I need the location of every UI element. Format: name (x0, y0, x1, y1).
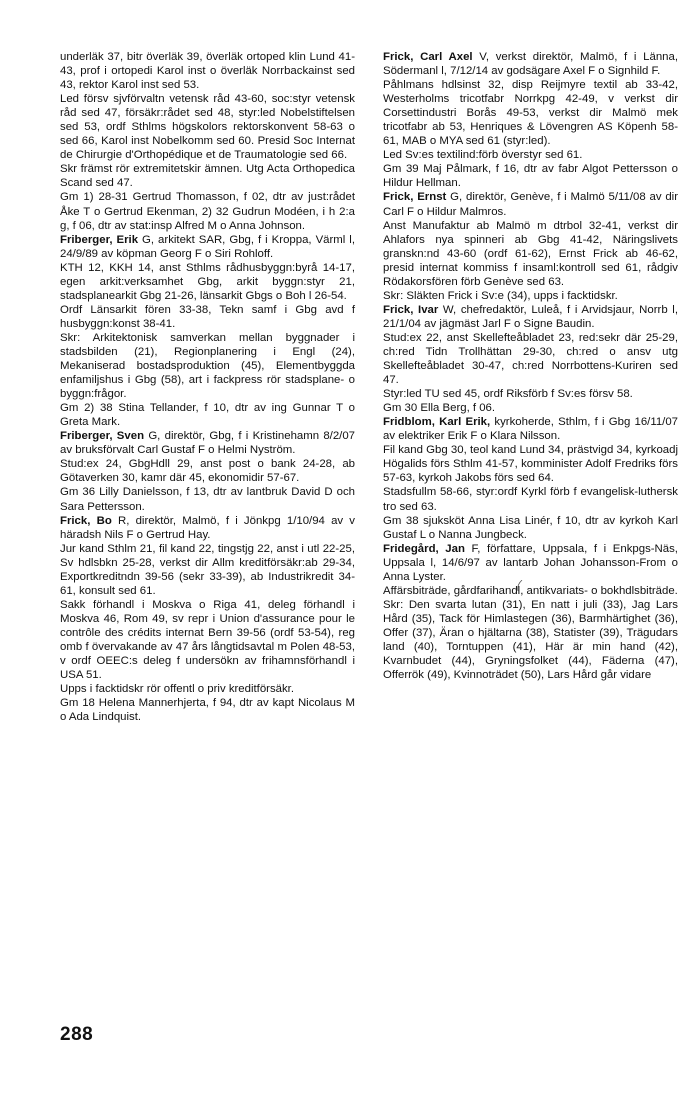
entry-name: Fridegård, Jan (383, 542, 465, 555)
entry-paragraph (60, 682, 355, 696)
entry-paragraph (383, 401, 678, 415)
entry-text: G, arkitekt SAR, Gbg, f i Kroppa, Värml l, 24/9/89 av köpman Georg F o Siri Rohloff. (60, 233, 355, 260)
entry-paragraph (60, 162, 355, 190)
entry-paragraph (383, 485, 678, 513)
entry-name: Frick, Ivar (383, 303, 439, 316)
entry-text: R, direktör, Malmö, f i Jönkpg 1/10/94 av v häradsh Nils F o Gertrud Hay. (60, 514, 355, 541)
entry-text: KTH 12, KKH 14, anst Sthlms rådhusbyggn:byrå 14-17, egen arkit:verksamhet Gbg, arkit byggn:styr 21, stadsplanearkit Gbg 21-26, länsarkit Gbgs o Boh l 26-54. (60, 261, 355, 302)
entry-name: Friberger, Sven (60, 430, 145, 443)
entry-text: Styr:led TU sed 45, ordf Riksförb f Sv:es försv 58. (383, 388, 633, 401)
entry-text: V, verkst direktör, Malmö, f i Länna, Södermanl l, 7/12/14 av godsägare Axel F o Signhild F. (383, 51, 678, 78)
entry-text: Gm 1) 28-31 Gertrud Thomasson, f 02, dtr av just:rådet Åke T o Gertrud Ekenman, 2) 32 Gudrun Modéen, i h 2:a g, f 06, dtr av stat:insp Alfred M o Anna Johnson. (60, 191, 355, 232)
entry-paragraph (60, 514, 355, 542)
entry-paragraph (383, 331, 678, 387)
pencil-mark (517, 580, 523, 591)
entry-text: Skr: Arkitektonisk samverkan mellan byggnader i stadsbilden (21), Regionplanering i Engl (24), Mekaniserad bostadsproduktion (45), Elementbyggda enfamiljshus i Gbg (58), art i fackpress rör stadsplane- o byggn:frågor. (60, 331, 355, 401)
entry-text: G, direktör, Genève, f i Malmö 5/11/08 av dir Carl F o Hildur Malmros. (383, 191, 678, 218)
entry-paragraph (60, 233, 355, 261)
entry-paragraph (60, 50, 355, 92)
entry-text: F, författare, Uppsala, f i Enkpgs-Näs, Uppsala l, 14/6/97 av lantarb Johan Johansson-From o Anna Lyster. (383, 542, 678, 583)
entry-paragraph (60, 401, 355, 429)
entry-text: Skr: Den svarta lutan (31), En natt i juli (33), Jag Lars Hård (35), Tack för Himlastegen (36), Barmhärtighet (36), Offer (37), Äran o hjältarna (38), Statister (39), Trägudars land (40), Torntuppen (41), Här är min hand (42), Kvarnbudet (44), Gryningsfolket (44), Fäderna (47), Offerrök (49), Kvinnoträdet (50), Lars Hård går vidare (383, 598, 678, 682)
entry-text: Gm 38 sjuksköt Anna Lisa Linér, f 10, dtr av kyrkoh Karl Gustaf L o Nanna Jungbeck. (383, 514, 678, 541)
entry-paragraph (60, 331, 355, 401)
entry-paragraph (60, 542, 355, 598)
entry-paragraph (383, 190, 678, 218)
entry-text: Anst Manufaktur ab Malmö m dtrbol 32-41, verkst dir Ahlafors nya spinneri ab Gbg 41-42, Näringslivets granskn:nd 43-60 (ordf 61-62), Ernst Frick ab 46-62, presid internat kommiss f insaml:kontroll sed 61, rådgiv Rödakorsfören förb Genève sed 63. (383, 219, 678, 288)
entry-text: Gm 30 Ella Berg, f 06. (383, 402, 496, 415)
entry-text: Skr främst rör extremitetskir ämnen. Utg Acta Orthopedica Scand sed 47. (60, 163, 355, 190)
entry-text: Affärsbiträde, gårdfarihandl, antikvariats- o bokhdlsbiträde. (383, 584, 678, 597)
page-number: 288 (60, 1024, 94, 1045)
entry-text: Stadsfullm 58-66, styr:ordf Kyrkl förb f evangelisk-luthersk tro sed 63. (383, 486, 678, 513)
entry-text: Stud:ex 22, anst Skellefteåbladet 23, red:sekr där 25-29, ch:red Tidn Trollhättan 29-30, ch:red o ansv utg Skellefteåbladet 30-47, ch:red Norrbottens-Kuriren sed 47. (383, 331, 678, 387)
entry-paragraph (383, 303, 678, 331)
entry-paragraph (60, 696, 355, 724)
entry-paragraph (383, 162, 678, 190)
entry-text: Gm 18 Helena Mannerhjerta, f 94, dtr av kapt Nicolaus M o Ada Lindquist. (60, 697, 355, 724)
entry-paragraph (383, 542, 678, 584)
entry-paragraph (383, 289, 678, 303)
entry-text: Påhlmans hdlsinst 32, disp Reijmyre textil ab 33-42, Westerholms tricotfabr Norrkpg 42-49, v verkst dir Corsettindustri Borås 49-53, verkst dir Malmö mek tricotfabr ab 53, Henriques & Lövengren AS Köpenh 58-61, MAB o MYA sed 61 (styr:led). (383, 79, 678, 148)
entry-text: W, chefredaktör, Luleå, f i Arvidsjaur, Norrb l, 21/1/04 av jägmäst Jarl F o Signe Baudin. (383, 303, 678, 330)
entry-paragraph (383, 598, 678, 682)
left-column (60, 50, 355, 724)
entry-name: Friberger, Erik (60, 233, 139, 246)
entry-paragraph (60, 457, 355, 485)
entry-text: Sakk förhandl i Moskva o Riga 41, deleg förhandl i Moskva 46, Rom 49, sv repr i Union d'assurance pour le contrôle des crédits internat Bern 39-56 (ordf 53-54), reg omb f övervakande av 47 års långtidsavtal m Polen 48-53, v ordf OEEC:s deleg f undersökn av frihamnsförhandl i USA 51. (60, 598, 355, 682)
entry-paragraph (383, 514, 678, 542)
entry-paragraph (60, 429, 355, 457)
entry-name: Frick, Ernst (383, 191, 447, 204)
entry-paragraph (383, 415, 678, 443)
entry-text: Gm 39 Maj Pålmark, f 16, dtr av fabr Algot Pettersson o Hildur Hellman. (383, 163, 678, 190)
entry-text: G, direktör, Gbg, f i Kristinehamn 8/2/07 av bruksförvalt Carl Gustaf F o Helmi Nyström. (60, 430, 356, 457)
entry-paragraph (383, 219, 678, 289)
entry-text: Gm 2) 38 Stina Tellander, f 10, dtr av ing Gunnar T o Greta Mark. (60, 402, 355, 429)
entry-paragraph (383, 584, 678, 598)
entry-name: Frick, Carl Axel (383, 51, 473, 63)
entry-paragraph (383, 443, 678, 485)
entry-name: Frick, Bo (60, 514, 112, 527)
entry-text: Gm 36 Lilly Danielsson, f 13, dtr av lantbruk David D och Sara Pettersson. (60, 486, 355, 513)
entry-paragraph (383, 148, 678, 162)
right-column (383, 50, 678, 682)
entry-text: Stud:ex 24, GbgHdll 29, anst post o bank 24-28, ab Götaverken 30, kamr där 45, ekonomidir 57-67. (60, 458, 355, 485)
entry-paragraph (60, 303, 355, 331)
entry-paragraph (60, 598, 355, 682)
entry-text: underläk 37, bitr överläk 39, överläk ortoped klin Lund 41-43, prof i ortopedi Karol inst o överläk Norrbackainst sed 43, rektor Karol inst sed 53. (60, 51, 355, 92)
entry-text: Fil kand Gbg 30, teol kand Lund 34, prästvigd 34, kyrkoadj Högalids förs Sthlm 41-57, komminister Adolf Fredriks förs 57-63, kyrkoh Jakobs förs sed 64. (383, 444, 678, 485)
entry-text: Ordf Länsarkit fören 33-38, Tekn samf i Gbg avd f husbyggn:konst 38-41. (60, 303, 355, 330)
entry-text: Led Sv:es textilind:förb överstyr sed 61. (383, 149, 583, 162)
entry-name: Fridblom, Karl Erik, (383, 416, 491, 429)
entry-text: Skr: Släkten Frick i Sv:e (34), upps i facktidskr. (383, 289, 618, 302)
entry-paragraph (60, 261, 355, 303)
entry-text: Jur kand Sthlm 21, fil kand 22, tingstjg 22, anst i utl 22-25, Sv hdlsbkn 25-28, verkst dir Allm kreditförsäkr:ab 29-34, Exportkreditndn 39-56 (sekr 33-39), ab Industrikredit 34-61, konsult sed 61. (60, 542, 355, 597)
entry-paragraph (383, 78, 678, 148)
entry-paragraph (60, 485, 355, 513)
entry-paragraph (60, 190, 355, 232)
entry-text: Upps i facktidskr rör offentl o priv kreditförsäkr. (60, 683, 295, 696)
entry-paragraph (60, 92, 355, 162)
entry-text: kyrkoherde, Sthlm, f i Gbg 16/11/07 av elektriker Erik F o Klara Nilsson. (383, 416, 679, 443)
entry-paragraph (383, 50, 678, 78)
entry-text: Led försv sjvförvaltn vetensk råd 43-60, soc:styr vetensk råd sed 47, försäkr:rådet sed 48, styr:led Nobelstiftelsen sed 53, ordf Sthlms högskolors rektorskonvent 58-63 o sed 66, Karol inst Nobelkomm sed 60. Presid Soc Internat de Chirurgie d'Orthopédique et de Traumatologie sed 66. (60, 93, 355, 162)
entry-paragraph (383, 387, 678, 401)
